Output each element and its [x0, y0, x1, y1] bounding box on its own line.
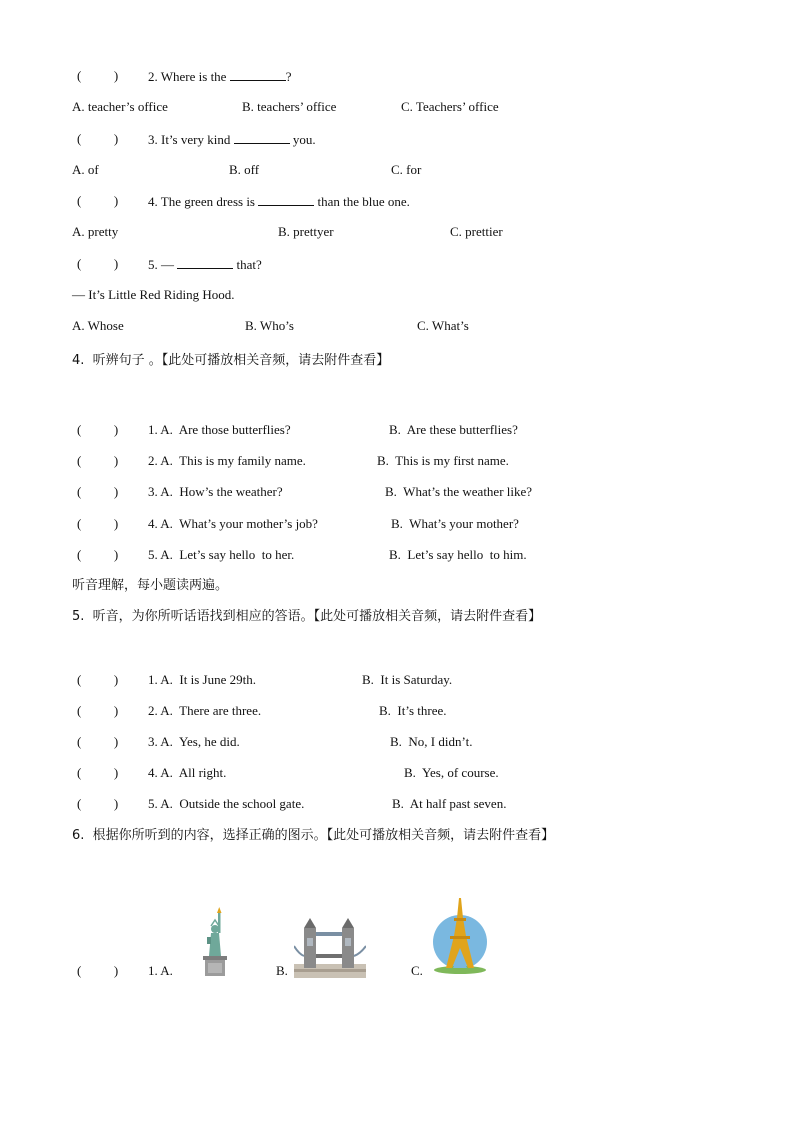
option-b[interactable]: B. This is my first name.: [377, 453, 509, 468]
answer-bracket[interactable]: ( ): [77, 193, 119, 208]
option-b[interactable]: B. What’s the weather like?: [385, 484, 533, 499]
blank-line[interactable]: [234, 131, 290, 144]
option-a[interactable]: 3. A. Yes, he did.: [148, 734, 240, 749]
listening-note: 听音理解，每小题读两遍。: [72, 578, 229, 593]
option-b[interactable]: B. Are these butterflies?: [389, 422, 518, 437]
option-a[interactable]: 5. A. Outside the school gate.: [148, 796, 305, 811]
dialogue-reply: — It’s Little Red Riding Hood.: [72, 287, 235, 302]
option-a[interactable]: 4. A. What’s your mother’s job?: [148, 516, 318, 531]
answer-bracket[interactable]: ( ): [77, 963, 119, 978]
option-c[interactable]: C. for: [391, 162, 422, 177]
answer-bracket[interactable]: ( ): [77, 484, 119, 499]
option-a[interactable]: 2. A. There are three.: [148, 703, 262, 718]
option-b[interactable]: B. It’s three.: [379, 703, 447, 718]
question-end: you.: [292, 132, 316, 147]
answer-bracket[interactable]: ( ): [77, 453, 119, 468]
option-a[interactable]: A. pretty: [72, 224, 119, 239]
option-c[interactable]: C. prettier: [450, 224, 503, 239]
statue-of-liberty-image[interactable]: [198, 905, 232, 977]
option-a[interactable]: 3. A. How’s the weather?: [148, 484, 283, 499]
tower-bridge-image[interactable]: [294, 916, 366, 978]
answer-bracket[interactable]: ( ): [77, 703, 119, 718]
answer-bracket[interactable]: ( ): [77, 672, 119, 687]
question-text: 5. —: [148, 257, 174, 272]
option-c[interactable]: C.: [411, 963, 423, 978]
question-3: [148, 131, 316, 148]
answer-bracket[interactable]: ( ): [77, 796, 119, 811]
section-4-title: 4. 听辨句子 。【此处可播放相关音频，请去附件查看】: [72, 353, 390, 368]
answer-bracket[interactable]: ( ): [77, 765, 119, 780]
section-5-title: 5. 听音，为你所听话语找到相应的答语。【此处可播放相关音频，请去附件查看】: [72, 609, 542, 624]
eiffel-tower-image[interactable]: [430, 896, 490, 976]
question-2: [148, 68, 292, 85]
option-a[interactable]: 1. A.: [148, 963, 173, 978]
option-b[interactable]: B. prettyer: [278, 224, 334, 239]
question-text: 4. The green dress is: [148, 194, 255, 209]
option-a[interactable]: A. Whose: [72, 318, 124, 333]
option-a[interactable]: 1. A. It is June 29th.: [148, 672, 256, 687]
option-a[interactable]: 1. A. Are those butterflies?: [148, 422, 291, 437]
blank-line[interactable]: [258, 193, 314, 206]
question-end: than the blue one.: [317, 194, 410, 209]
question-5: [148, 256, 262, 273]
option-b[interactable]: B. Let’s say hello to him.: [389, 547, 527, 562]
answer-bracket[interactable]: ( ): [77, 422, 119, 437]
answer-bracket[interactable]: ( ): [77, 256, 119, 271]
option-b[interactable]: B. teachers’ office: [242, 99, 337, 114]
option-b[interactable]: B. At half past seven.: [392, 796, 507, 811]
blank-line[interactable]: [230, 68, 286, 81]
option-b[interactable]: B. Yes, of course.: [404, 765, 499, 780]
option-b[interactable]: B.: [276, 963, 288, 978]
answer-bracket[interactable]: ( ): [77, 547, 119, 562]
option-a[interactable]: 4. A. All right.: [148, 765, 227, 780]
option-b[interactable]: B. What’s your mother?: [391, 516, 519, 531]
option-b[interactable]: B. It is Saturday.: [362, 672, 453, 687]
answer-bracket[interactable]: ( ): [77, 734, 119, 749]
option-b[interactable]: B. No, I didn’t.: [390, 734, 473, 749]
question-end: that?: [236, 257, 262, 272]
blank-line[interactable]: [177, 256, 233, 269]
question-4: [148, 193, 410, 210]
option-c[interactable]: C. Teachers’ office: [401, 99, 499, 114]
option-a[interactable]: 2. A. This is my family name.: [148, 453, 306, 468]
option-b[interactable]: B. off: [229, 162, 260, 177]
option-b[interactable]: B. Who’s: [245, 318, 294, 333]
question-text: 3. It’s very kind: [148, 132, 231, 147]
option-c[interactable]: C. What’s: [417, 318, 469, 333]
answer-bracket[interactable]: ( ): [77, 131, 119, 146]
section-6-title: 6. 根据你所听到的内容，选择正确的图示。【此处可播放相关音频，请去附件查看】: [72, 828, 555, 843]
option-a[interactable]: A. teacher’s office: [72, 99, 168, 114]
question-text: 2. Where is the: [148, 69, 227, 84]
option-a[interactable]: A. of: [72, 162, 99, 177]
answer-bracket[interactable]: ( ): [77, 516, 119, 531]
question-end: ?: [285, 69, 292, 84]
answer-bracket[interactable]: ( ): [77, 68, 119, 83]
option-a[interactable]: 5. A. Let’s say hello to her.: [148, 547, 295, 562]
